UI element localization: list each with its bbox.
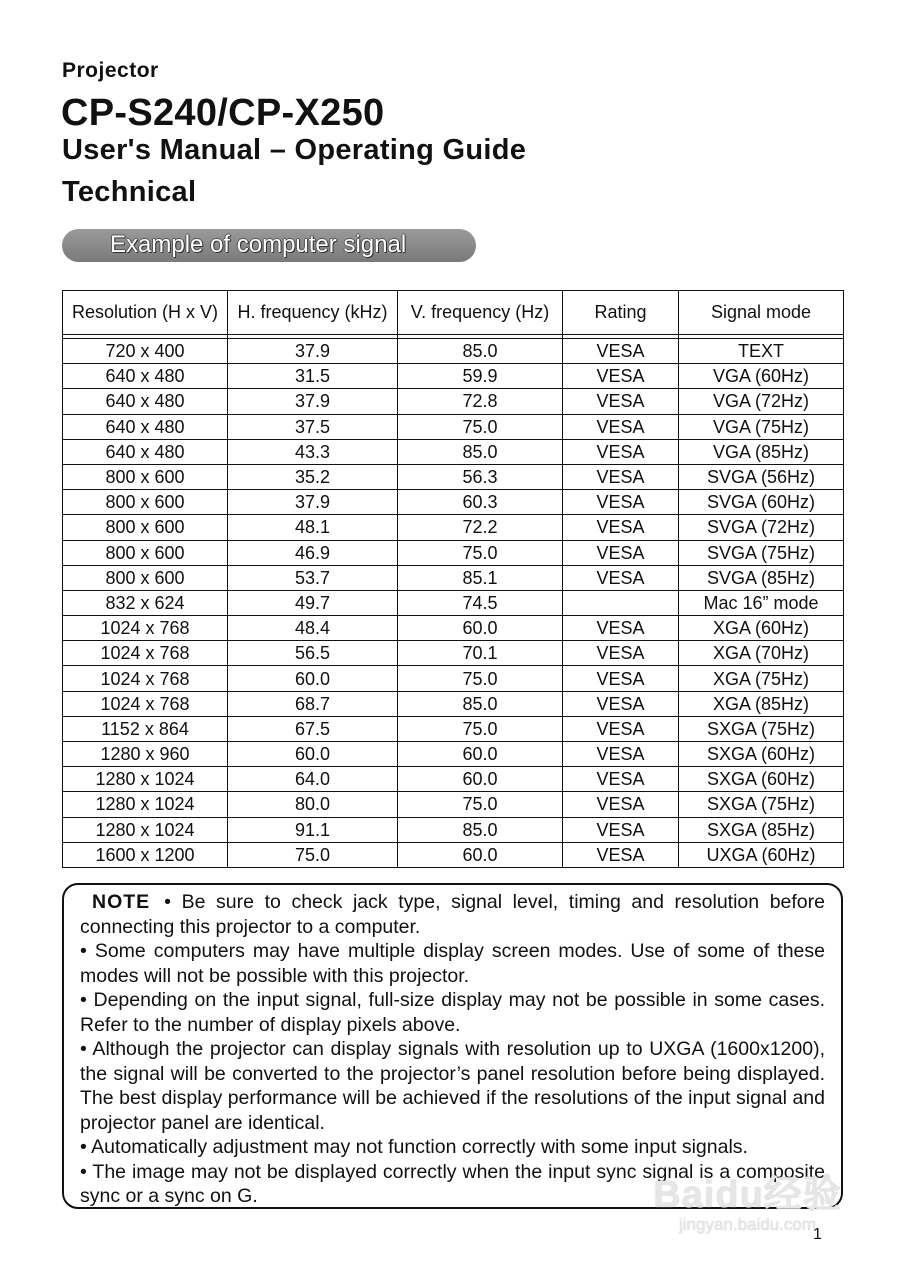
table-row	[63, 439, 844, 464]
table-cell: SVGA (85Hz)	[679, 565, 844, 590]
product-label: Projector	[62, 59, 159, 82]
table-cell: XGA (85Hz)	[679, 691, 844, 716]
table-cell: XGA (60Hz)	[679, 616, 844, 641]
table-cell: 1280 x 960	[63, 742, 228, 767]
table-cell: SXGA (75Hz)	[679, 716, 844, 741]
table-cell: 37.5	[228, 414, 398, 439]
note-item: • Some computers may have multiple display screen modes. Use of some of these modes will not be possible with this projector.	[80, 940, 825, 987]
table-row	[63, 339, 844, 364]
table-cell: VGA (72Hz)	[679, 389, 844, 414]
table-cell: VGA (60Hz)	[679, 364, 844, 389]
table-row	[63, 540, 844, 565]
table-cell: 1600 x 1200	[63, 842, 228, 867]
table-cell: VESA	[563, 464, 679, 489]
table-row	[63, 565, 844, 590]
manual-title: User's Manual – Operating Guide	[62, 134, 527, 166]
watermark-url: jingyan.baidu.com	[678, 1215, 817, 1234]
table-cell: VESA	[563, 490, 679, 515]
table-cell: VESA	[563, 767, 679, 792]
table-cell: 832 x 624	[63, 590, 228, 615]
table-cell: 60.0	[398, 742, 563, 767]
watermark	[640, 1175, 855, 1235]
column-header: H. frequency (kHz)	[228, 291, 398, 335]
table-cell: 60.0	[398, 842, 563, 867]
table-cell: SVGA (72Hz)	[679, 515, 844, 540]
note-item	[80, 890, 825, 939]
table-cell: 48.1	[228, 515, 398, 540]
table-cell: 70.1	[398, 641, 563, 666]
table-cell: SVGA (60Hz)	[679, 490, 844, 515]
table-cell: 35.2	[228, 464, 398, 489]
table-cell: VESA	[563, 389, 679, 414]
note-item: • The image may not be displayed correctly when the input sync signal is a composite sync or a sync on G.	[80, 1160, 825, 1207]
table-row	[63, 464, 844, 489]
table-row	[63, 666, 844, 691]
table-cell: 60.0	[228, 666, 398, 691]
table-row	[63, 716, 844, 741]
table-row	[63, 641, 844, 666]
signal-table	[62, 290, 844, 868]
table-row	[63, 364, 844, 389]
table-row	[63, 817, 844, 842]
table-cell: 640 x 480	[63, 414, 228, 439]
table-row	[63, 590, 844, 615]
note-box	[62, 883, 843, 1209]
table-row	[63, 742, 844, 767]
table-cell: 68.7	[228, 691, 398, 716]
table-cell: 1024 x 768	[63, 666, 228, 691]
table-cell: 75.0	[398, 414, 563, 439]
table-cell: 56.5	[228, 641, 398, 666]
table-cell: 800 x 600	[63, 515, 228, 540]
table-cell: 720 x 400	[63, 339, 228, 364]
table-cell: 1280 x 1024	[63, 817, 228, 842]
table-cell: 31.5	[228, 364, 398, 389]
table-cell: 640 x 480	[63, 364, 228, 389]
table-row	[63, 389, 844, 414]
table-cell: 1024 x 768	[63, 616, 228, 641]
table-cell: 85.0	[398, 439, 563, 464]
table-cell: SXGA (85Hz)	[679, 817, 844, 842]
table-cell: 1152 x 864	[63, 716, 228, 741]
table-row	[63, 490, 844, 515]
table-cell: 75.0	[398, 792, 563, 817]
table-cell: 1024 x 768	[63, 641, 228, 666]
table-cell: 640 x 480	[63, 439, 228, 464]
table-cell: 1280 x 1024	[63, 767, 228, 792]
table-cell: 85.1	[398, 565, 563, 590]
table-cell: 60.0	[398, 616, 563, 641]
table-cell: 1024 x 768	[63, 691, 228, 716]
note-item: • Automatically adjustment may not function correctly with some input signals.	[80, 1136, 748, 1158]
table-cell: 800 x 600	[63, 565, 228, 590]
table-row	[63, 691, 844, 716]
table-row	[63, 414, 844, 439]
table-cell: VESA	[563, 842, 679, 867]
table-cell: 72.2	[398, 515, 563, 540]
table-row	[63, 515, 844, 540]
table-cell: VESA	[563, 792, 679, 817]
table-cell: 800 x 600	[63, 464, 228, 489]
table-cell: VESA	[563, 616, 679, 641]
table-cell: 60.3	[398, 490, 563, 515]
table-cell: 75.0	[398, 716, 563, 741]
table-cell: XGA (75Hz)	[679, 666, 844, 691]
table-cell: 48.4	[228, 616, 398, 641]
table-cell: VESA	[563, 565, 679, 590]
watermark-logo: Baidu经验	[653, 1174, 842, 1216]
table-cell: VESA	[563, 716, 679, 741]
table-cell: SVGA (56Hz)	[679, 464, 844, 489]
table-cell	[563, 590, 679, 615]
column-header: V. frequency (Hz)	[398, 291, 563, 335]
table-cell: 640 x 480	[63, 389, 228, 414]
table-cell: 800 x 600	[63, 490, 228, 515]
table-cell: 800 x 600	[63, 540, 228, 565]
table-cell: 91.1	[228, 817, 398, 842]
table-cell: VESA	[563, 641, 679, 666]
table-cell: 59.9	[398, 364, 563, 389]
table-cell: 60.0	[228, 742, 398, 767]
table-cell: 37.9	[228, 339, 398, 364]
note-item: • Depending on the input signal, full-size display may not be possible in some cases. Refer to the number of display pixels above.	[80, 989, 825, 1036]
table-cell: 43.3	[228, 439, 398, 464]
table-cell: 56.3	[398, 464, 563, 489]
table-cell: SXGA (60Hz)	[679, 767, 844, 792]
table-cell: VESA	[563, 364, 679, 389]
table-cell: 37.9	[228, 490, 398, 515]
column-header: Signal mode	[679, 291, 844, 335]
table-cell: 64.0	[228, 767, 398, 792]
table-row	[63, 616, 844, 641]
table-cell: 75.0	[228, 842, 398, 867]
table-cell: VESA	[563, 339, 679, 364]
table-row	[63, 842, 844, 867]
note-label: NOTE	[92, 891, 151, 913]
note-text: • Be sure to check jack type, signal level, timing and resolution before connecting this projector to a computer.	[80, 891, 825, 938]
table-cell: 74.5	[398, 590, 563, 615]
column-header: Rating	[563, 291, 679, 335]
table-cell: VESA	[563, 414, 679, 439]
table-cell: 75.0	[398, 540, 563, 565]
table-cell: VESA	[563, 515, 679, 540]
section-pill: Example of computer signal	[62, 229, 476, 262]
column-header: Resolution (H x V)	[63, 291, 228, 335]
table-cell: 85.0	[398, 339, 563, 364]
table-cell: 1280 x 1024	[63, 792, 228, 817]
table-header-row	[63, 291, 844, 335]
table-row	[63, 792, 844, 817]
table-cell: SXGA (75Hz)	[679, 792, 844, 817]
table-cell: SVGA (75Hz)	[679, 540, 844, 565]
table-cell: 75.0	[398, 666, 563, 691]
table-row	[63, 767, 844, 792]
table-cell: Mac 16” mode	[679, 590, 844, 615]
table-cell: VGA (85Hz)	[679, 439, 844, 464]
table-cell: 53.7	[228, 565, 398, 590]
table-cell: VGA (75Hz)	[679, 414, 844, 439]
table-cell: 85.0	[398, 691, 563, 716]
table-cell: SXGA (60Hz)	[679, 742, 844, 767]
table-cell: 49.7	[228, 590, 398, 615]
section-title: Technical	[62, 176, 197, 208]
table-cell: 85.0	[398, 817, 563, 842]
table-cell: VESA	[563, 691, 679, 716]
table-cell: UXGA (60Hz)	[679, 842, 844, 867]
table-cell: VESA	[563, 666, 679, 691]
table-cell: VESA	[563, 742, 679, 767]
table-cell: XGA (70Hz)	[679, 641, 844, 666]
table-cell: VESA	[563, 817, 679, 842]
table-cell: 37.9	[228, 389, 398, 414]
table-cell: 72.8	[398, 389, 563, 414]
model-title: CP-S240/CP-X250	[61, 92, 385, 134]
table-cell: 67.5	[228, 716, 398, 741]
page-number: 1	[813, 1226, 822, 1243]
note-item: • Although the projector can display signals with resolution up to UXGA (1600x1200), the signal will be converted to the projector’s panel resolution before being displayed. The best display performance will be achieved if the resolutions of the input signal and projector panel are identical.	[80, 1038, 825, 1134]
table-cell: 46.9	[228, 540, 398, 565]
table-cell: 80.0	[228, 792, 398, 817]
table-cell: 60.0	[398, 767, 563, 792]
table-cell: VESA	[563, 540, 679, 565]
table-cell: TEXT	[679, 339, 844, 364]
table-cell: VESA	[563, 439, 679, 464]
